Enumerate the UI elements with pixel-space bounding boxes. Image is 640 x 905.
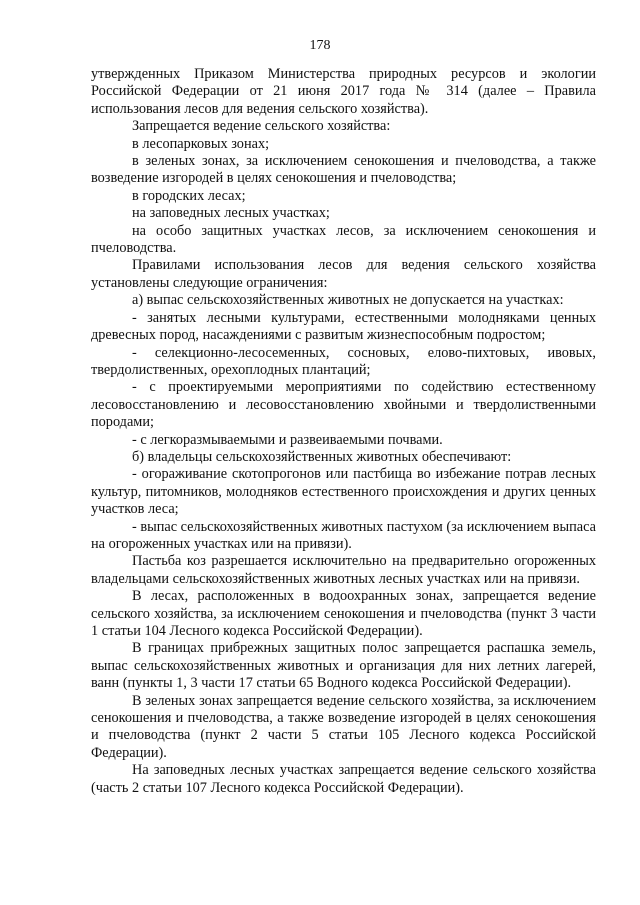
paragraph: На заповедных лесных участках запрещается ведение сельского хозяйства (часть 2 статьи 107 Лесного кодекса Российской Федерации). (91, 762, 596, 796)
paragraph: Пастьба коз разрешается исключительно на предварительно огороженных владельцами сельскохозяйственных животных лесных участках или на привязи. (91, 553, 596, 587)
paragraph: а) выпас сельскохозяйственных животных не допускается на участках: (132, 292, 564, 309)
paragraph: на особо защитных участках лесов, за исключением сенокошения и пчеловодства. (91, 222, 596, 257)
paragraph: - занятых лесными культурами, естественными молодняками ценных древесных пород, насаждениями с развитым жизнеспособным подростом; (91, 309, 596, 344)
paragraph: в городских лесах; (132, 187, 246, 204)
paragraph: на заповедных лесных участках; (132, 205, 330, 222)
paragraph: Запрещается ведение сельского хозяйства: (132, 118, 391, 135)
document-body (91, 66, 596, 797)
paragraph: в лесопарковых зонах; (132, 135, 270, 152)
paragraph: В границах прибрежных защитных полос запрещается распашка земель, выпас сельскохозяйственных животных и организация для них летних лагерей, ванн (пункты 1, 3 части 17 статьи 65 Водного кодекса Российской Федерации). (91, 640, 596, 692)
paragraph: В лесах, расположенных в водоохранных зонах, запрещается ведение сельского хозяйства, за исключением сенокошения и пчеловодства (пункт 3 части 1 статьи 104 Лесного кодекса Российской Федерации). (91, 588, 596, 639)
paragraph: б) владельцы сельскохозяйственных животных обеспечивают: (132, 448, 512, 465)
paragraph: - с легкоразмываемыми и развеиваемыми почвами. (132, 431, 443, 448)
page-number: 178 (309, 38, 331, 53)
paragraph: - селекционно-лесосеменных, сосновых, елово-пихтовых, ивовых, твердолиственных, орехоплодных плантаций; (91, 344, 596, 378)
paragraph: в зеленых зонах, за исключением сенокошения и пчеловодства, а также возведение изгородей в целях сенокошения и пчеловодства; (91, 153, 596, 187)
paragraph: - огораживание скотопрогонов или пастбища во избежание потрав лесных культур, питомников, молодняков естественного происхождения и других ценных участков леса; (91, 466, 596, 518)
paragraph: - выпас сельскохозяйственных животных пастухом (за исключением выпаса на огороженных участках или на привязи). (91, 518, 596, 552)
paragraph: утвержденных Приказом Министерства природных ресурсов и экологии Российской Федерации от 21 июня 2017 года № 314 (далее – Правила использования лесов для ведения сельского хозяйства). (91, 66, 596, 117)
paragraph: - с проектируемыми мероприятиями по содействию естественному лесовосстановлению и лесовосстановлению хвойными и твердолиственными породами; (91, 379, 596, 431)
paragraph: В зеленых зонах запрещается ведение сельского хозяйства, за исключением сенокошения и пчеловодства, а также возведение изгородей в целях сенокошения и пчеловодства (пункт 2 части 5 статьи 105 Лесного кодекса Российской Федерации). (91, 692, 596, 761)
paragraph: Правилами использования лесов для ведения сельского хозяйства установлены следующие ограничения: (91, 257, 596, 291)
